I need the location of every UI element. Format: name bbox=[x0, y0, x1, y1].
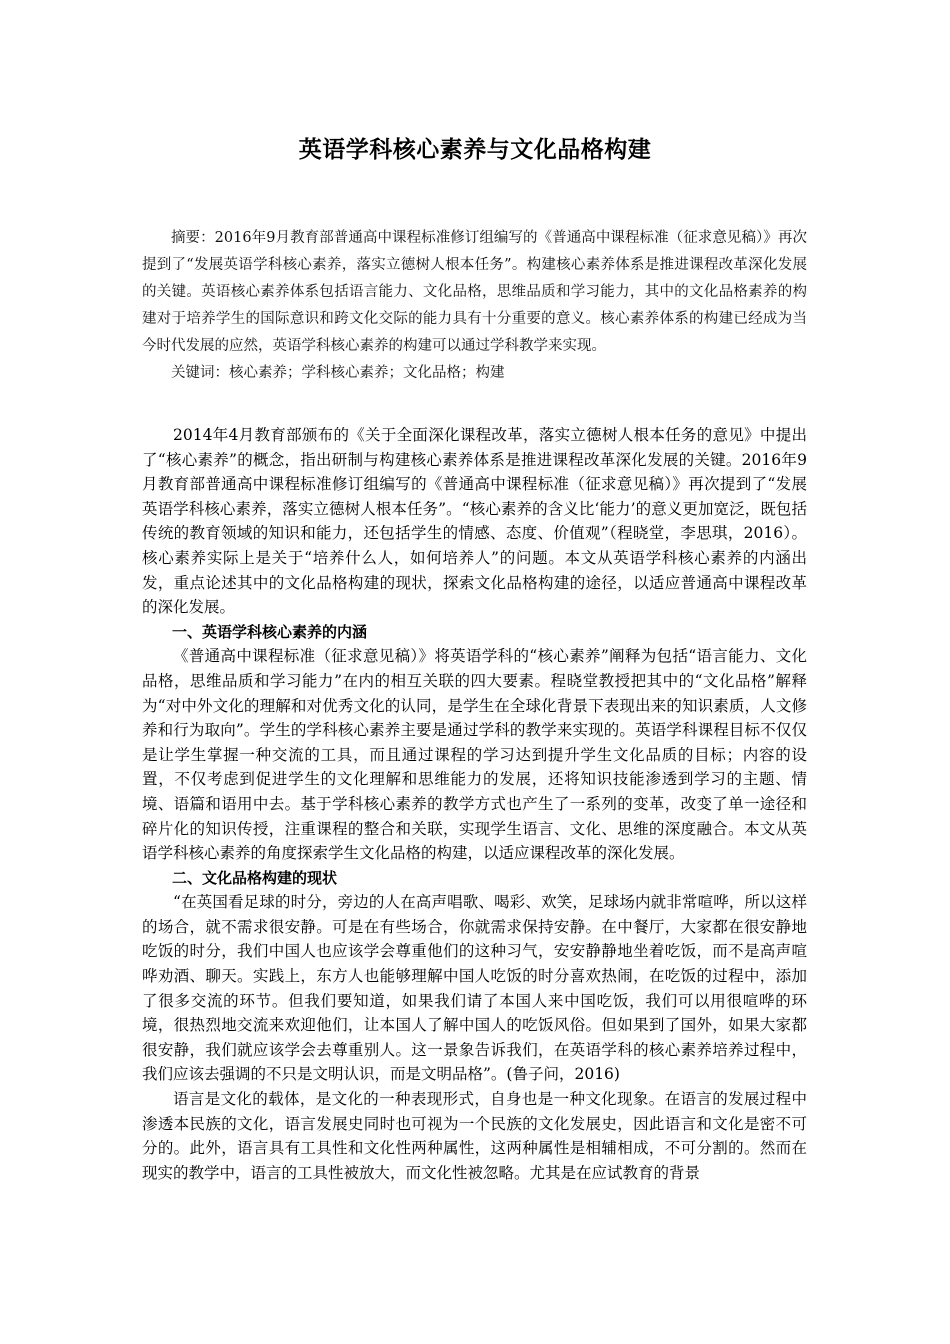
section-heading-2: 二、文化品格构建的现状 bbox=[172, 868, 338, 887]
section1-paragraph: 《普通高中课程标准（征求意见稿）》将英语学科的“核心素养”阐释为包括“语言能力、文化品格，思维品质和学习能力”在内的相互关联的四大要素。程晓堂教授把其中的“文化品格”解释为“对中外文化的理解和对优秀文化的认同，是学生在全球化背景下表现出来的知识素质，人文修养和行为取向”。学生的学科核心素养主要是通过学科的教学来实现的。英语学科课程目标不仅仅是让学生掌握一种交流的工具，而且通过课程的学习达到提升学生文化品质的目标；内容的设置，不仅考虑到促进学生的文化理解和思维能力的发展，还将知识技能渗透到学习的主题、情境、语篇和语用中去。基于学科核心素养的教学方式也产生了一系列的变革，改变了单一途径和碎片化的知识传授，注重课程的整合和关联，实现学生语言、文化、思维的深度融合。本文从英语学科核心素养的角度探索学生文化品格的构建，以适应课程改革的深化发展。 bbox=[142, 647, 807, 863]
body-text bbox=[142, 423, 807, 1185]
abstract-text: 摘要：2016年9月教育部普通高中课程标准修订组编写的《普通高中课程标准（征求意见稿）》再次提到了“发展英语学科核心素养，落实立德树人根本任务”。构建核心素养体系是推进课程改革深化发展的关键。英语核心素养体系包括语言能力、文化品格，思维品质和学习能力，其中的文化品格素养的构建对于培养学生的国际意识和跨文化交际的能力具有十分重要的意义。核心素养体系的构建已经成为当今时代发展的应然，英语学科核心素养的构建可以通过学科教学来实现。 bbox=[142, 230, 807, 354]
section2-paragraph-2: 语言是文化的载体，是文化的一种表现形式，自身也是一种文化现象。在语言的发展过程中渗透本民族的文化，语言发展史同时也可视为一个民族的文化发展史，因此语言和文化是密不可分的。此外，语言具有工具性和文化性两种属性，这两种属性是相辅相成，不可分割的。然而在现实的教学中，语言的工具性被放大，而文化性被忽略。尤其是在应试教育的背景 bbox=[142, 1090, 807, 1182]
document-title: 英语学科核心素养与文化品格构建 bbox=[298, 137, 652, 163]
abstract-block bbox=[142, 225, 807, 387]
section-heading-1: 一、英语学科核心素养的内涵 bbox=[172, 622, 368, 641]
keywords-line: 关键词：核心素养；学科核心素养；文化品格；构建 bbox=[171, 365, 505, 381]
section2-paragraph-1: “在英国看足球的时分，旁边的人在高声唱歌、喝彩、欢笑，足球场内就非常喧哗，所以这样的场合，就不需求很安静。可是在有些场合，你就需求保持安静。在中餐厅，大家都在很安静地吃饭的时分，我们中国人也应该学会尊重他们的这种习气，安安静静地坐着吃饭，而不是高声喧哗劝酒、聊天。实践上，东方人也能够理解中国人吃饭的时分喜欢热闹，在吃饭的过程中，添加了很多交流的环节。但我们要知道，如果我们请了本国人来中国吃饭，我们可以用很喧哗的环境，很热烈地交流来欢迎他们，让本国人了解中国人的吃饭风俗。但如果到了国外，如果大家都很安静，我们就应该学会去尊重别人。这一景象告诉我们，在英语学科的核心素养培养过程中，我们应该去强调的不只是文明认识，而是文明品格”。(鲁子问，2016) bbox=[142, 893, 807, 1084]
intro-paragraph: 2014年4月教育部颁布的《关于全面深化课程改革，落实立德树人根本任务的意见》中提出了“核心素养”的概念，指出研制与构建核心素养体系是推进课程改革深化发展的关键。2016年9月教育部普通高中课程标准修订组编写的《普通高中课程标准（征求意见稿）》再次提到了“发展英语学科核心素养，落实立德树人根本任务”。“核心素养的含义比‘能力’的意义更加宽泛，既包括传统的教育领域的知识和能力，还包括学生的情感、态度、价值观”（程晓堂，李思琪，2016）。核心素养实际上是关于“培养什么人，如何培养人”的问题。本文从英语学科核心素养的内涵出发，重点论述其中的文化品格构建的现状，探索文化品格构建的途径，以适应普通高中课程改革的深化发展。 bbox=[142, 426, 807, 617]
